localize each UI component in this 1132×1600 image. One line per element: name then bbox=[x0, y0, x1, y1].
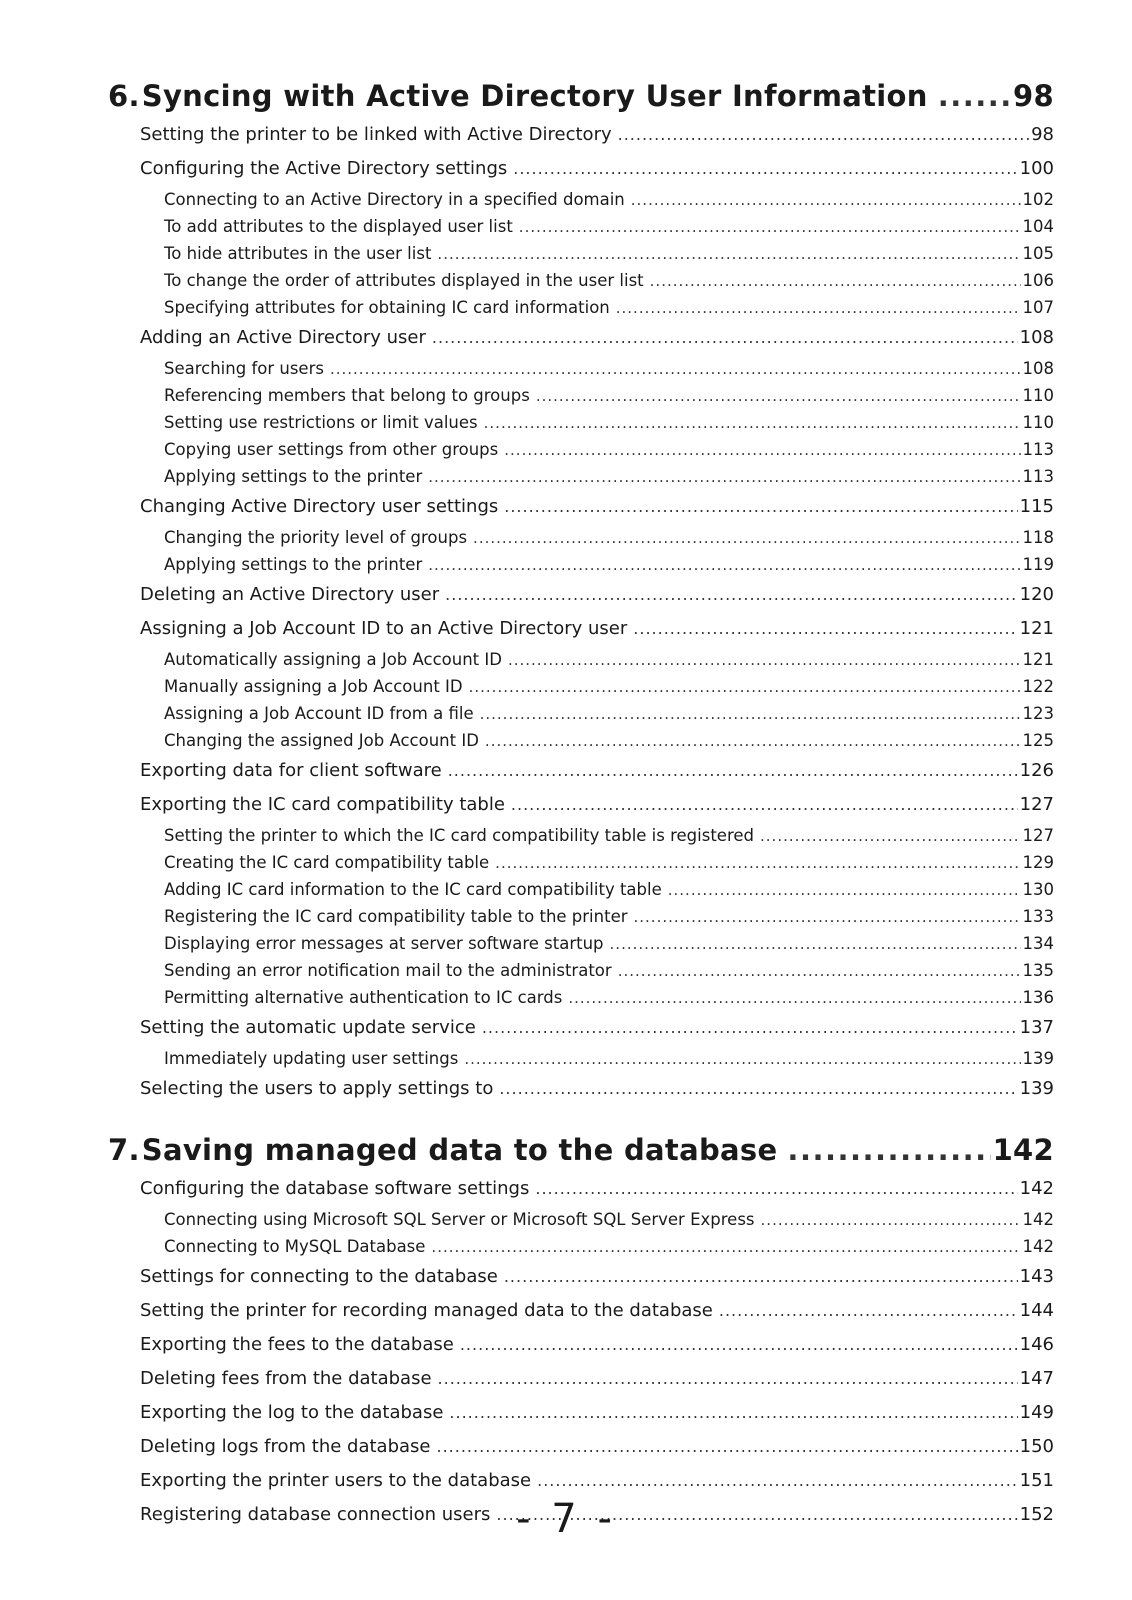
dot-leader bbox=[431, 1234, 1020, 1261]
entry-page-number: 137 bbox=[1019, 1017, 1054, 1038]
dot-leader bbox=[787, 1128, 990, 1172]
toc-section-entry[interactable] bbox=[108, 1260, 1054, 1294]
entry-page-number: 100 bbox=[1019, 158, 1054, 179]
entry-title: Searching for users bbox=[164, 359, 324, 378]
toc-subsection-entry[interactable] bbox=[108, 822, 1054, 849]
entry-page-number: 126 bbox=[1019, 760, 1054, 781]
entry-title: Assigning a Job Account ID to an Active Directory user bbox=[140, 618, 628, 639]
toc-subsection-entry[interactable] bbox=[108, 984, 1054, 1011]
entry-page-number: 133 bbox=[1022, 907, 1054, 926]
toc-subsection-entry[interactable] bbox=[108, 646, 1054, 673]
dot-leader bbox=[484, 410, 1021, 437]
dot-leader bbox=[610, 931, 1021, 958]
entry-title: Configuring the database software settings bbox=[140, 1178, 530, 1199]
dot-leader bbox=[938, 74, 1011, 118]
chapter-heading[interactable] bbox=[108, 1128, 1054, 1172]
dot-leader bbox=[760, 823, 1020, 850]
toc-subsection-entry[interactable] bbox=[108, 903, 1054, 930]
entry-page-number: 113 bbox=[1022, 467, 1054, 486]
dot-leader bbox=[473, 525, 1020, 552]
dot-leader bbox=[535, 1172, 1017, 1206]
dot-leader bbox=[618, 958, 1021, 985]
entry-title: Changing the assigned Job Account ID bbox=[164, 731, 479, 750]
toc-section-entry[interactable] bbox=[108, 1294, 1054, 1328]
dot-leader bbox=[536, 383, 1021, 410]
entry-page-number: 105 bbox=[1022, 244, 1054, 263]
entry-title: Exporting the log to the database bbox=[140, 1402, 444, 1423]
toc-subsection-entry[interactable] bbox=[108, 930, 1054, 957]
entry-page-number: 129 bbox=[1022, 853, 1054, 872]
entry-title: Copying user settings from other groups bbox=[164, 440, 499, 459]
entry-title: Referencing members that belong to groups bbox=[164, 386, 530, 405]
entry-page-number: 121 bbox=[1019, 618, 1054, 639]
entry-page-number: 125 bbox=[1022, 731, 1054, 750]
dot-leader bbox=[513, 152, 1017, 186]
chapter-number: 6. bbox=[108, 79, 140, 113]
entry-title: Permitting alternative authentication to IC cards bbox=[164, 988, 563, 1007]
entry-title: Exporting the IC card compatibility table bbox=[140, 794, 505, 815]
toc-subsection-entry[interactable] bbox=[108, 186, 1054, 213]
entry-title: Changing the priority level of groups bbox=[164, 528, 468, 547]
entry-title: Applying settings to the printer bbox=[164, 555, 423, 574]
entry-page-number: 123 bbox=[1022, 704, 1054, 723]
dot-leader bbox=[432, 321, 1018, 355]
chapter-6 bbox=[108, 74, 1054, 1106]
dot-leader bbox=[480, 701, 1021, 728]
entry-page-number: 121 bbox=[1022, 650, 1054, 669]
table-of-contents bbox=[108, 74, 1054, 1532]
entry-page-number: 142 bbox=[1019, 1178, 1054, 1199]
entry-page-number: 122 bbox=[1022, 677, 1054, 696]
entry-title: Exporting the printer users to the database bbox=[140, 1470, 532, 1491]
entry-page-number: 98 bbox=[1031, 124, 1054, 145]
dot-leader bbox=[618, 118, 1029, 152]
entry-page-number: 108 bbox=[1019, 327, 1054, 348]
toc-section-entry[interactable] bbox=[108, 788, 1054, 822]
toc-section-entry[interactable] bbox=[108, 578, 1054, 612]
toc-subsection-entry[interactable] bbox=[108, 876, 1054, 903]
entry-page-number: 139 bbox=[1022, 1049, 1054, 1068]
dot-leader bbox=[482, 1011, 1018, 1045]
entry-title: Registering database connection users bbox=[140, 1504, 491, 1525]
toc-subsection-entry[interactable] bbox=[108, 849, 1054, 876]
toc-section-entry[interactable] bbox=[108, 1396, 1054, 1430]
toc-section-entry[interactable] bbox=[108, 1011, 1054, 1045]
entry-page-number: 119 bbox=[1022, 555, 1054, 574]
toc-subsection-entry[interactable] bbox=[108, 551, 1054, 578]
toc-subsection-entry[interactable] bbox=[108, 957, 1054, 984]
entry-title: Adding IC card information to the IC card compatibility table bbox=[164, 880, 662, 899]
entry-page-number: 142 bbox=[1022, 1237, 1054, 1256]
entry-page-number: 142 bbox=[1022, 1210, 1054, 1229]
entry-page-number: 106 bbox=[1022, 271, 1054, 290]
dot-leader bbox=[428, 464, 1020, 491]
entry-title: Sending an error notification mail to the administrator bbox=[164, 961, 612, 980]
entry-page-number: 120 bbox=[1019, 584, 1054, 605]
entry-page-number: 152 bbox=[1019, 1504, 1054, 1525]
toc-section-entry[interactable] bbox=[108, 490, 1054, 524]
entry-page-number: 115 bbox=[1019, 496, 1054, 517]
entry-title: Settings for connecting to the database bbox=[140, 1266, 498, 1287]
entry-title: Deleting logs from the database bbox=[140, 1436, 431, 1457]
dot-leader bbox=[504, 437, 1020, 464]
toc-subsection-entry[interactable] bbox=[108, 524, 1054, 551]
toc-section-entry[interactable] bbox=[108, 321, 1054, 355]
toc-subsection-entry[interactable] bbox=[108, 355, 1054, 382]
chapter-title: Syncing with Active Directory User Information bbox=[141, 79, 928, 113]
entry-page-number: 107 bbox=[1022, 298, 1054, 317]
toc-section-entry[interactable] bbox=[108, 754, 1054, 788]
chapter-title: Saving managed data to the database bbox=[141, 1133, 778, 1167]
entry-title: Deleting an Active Directory user bbox=[140, 584, 440, 605]
entry-title: To change the order of attributes displayed in the user list bbox=[164, 271, 644, 290]
page-number: - 7 - bbox=[516, 1496, 616, 1542]
toc-section-entry[interactable] bbox=[108, 612, 1054, 646]
entry-page-number: 146 bbox=[1019, 1334, 1054, 1355]
entry-page-number: 110 bbox=[1022, 413, 1054, 432]
entry-title: Adding an Active Directory user bbox=[140, 327, 426, 348]
entry-title: Automatically assigning a Job Account ID bbox=[164, 650, 502, 669]
entry-page-number: 143 bbox=[1019, 1266, 1054, 1287]
entry-page-number: 135 bbox=[1022, 961, 1054, 980]
chapter-entries bbox=[108, 118, 1054, 1106]
dot-leader bbox=[719, 1294, 1018, 1328]
toc-subsection-entry[interactable] bbox=[108, 382, 1054, 409]
entry-page-number: 136 bbox=[1022, 988, 1054, 1007]
dot-leader bbox=[445, 578, 1018, 612]
entry-title: Selecting the users to apply settings to bbox=[140, 1078, 494, 1099]
dot-leader bbox=[448, 754, 1018, 788]
dot-leader bbox=[761, 1207, 1021, 1234]
entry-page-number: 108 bbox=[1022, 359, 1054, 378]
entry-title: To hide attributes in the user list bbox=[164, 244, 432, 263]
dot-leader bbox=[495, 850, 1020, 877]
entry-page-number: 127 bbox=[1019, 794, 1054, 815]
entry-title: Immediately updating user settings bbox=[164, 1049, 459, 1068]
dot-leader bbox=[668, 877, 1021, 904]
entry-page-number: 134 bbox=[1022, 934, 1054, 953]
dot-leader bbox=[504, 1260, 1018, 1294]
dot-leader bbox=[469, 674, 1021, 701]
toc-section-entry[interactable] bbox=[108, 152, 1054, 186]
toc-subsection-entry[interactable] bbox=[108, 700, 1054, 727]
dot-leader bbox=[449, 1396, 1017, 1430]
dot-leader bbox=[511, 788, 1018, 822]
entry-title: Deleting fees from the database bbox=[140, 1368, 432, 1389]
entry-title: Applying settings to the printer bbox=[164, 467, 423, 486]
dot-leader bbox=[428, 552, 1020, 579]
entry-title: Setting use restrictions or limit values bbox=[164, 413, 478, 432]
toc-subsection-entry[interactable] bbox=[108, 409, 1054, 436]
toc-subsection-entry[interactable] bbox=[108, 267, 1054, 294]
entry-page-number: 139 bbox=[1019, 1078, 1054, 1099]
entry-title: Connecting using Microsoft SQL Server or Microsoft SQL Server Express bbox=[164, 1210, 755, 1229]
chapter-page-number: 142 bbox=[992, 1133, 1054, 1167]
toc-subsection-entry[interactable] bbox=[108, 727, 1054, 754]
dot-leader bbox=[504, 490, 1017, 524]
chapter-entries bbox=[108, 1172, 1054, 1532]
entry-page-number: 149 bbox=[1019, 1402, 1054, 1423]
entry-title: Exporting data for client software bbox=[140, 760, 442, 781]
toc-subsection-entry[interactable] bbox=[108, 240, 1054, 267]
dot-leader bbox=[508, 647, 1021, 674]
entry-page-number: 127 bbox=[1022, 826, 1054, 845]
entry-title: Configuring the Active Directory settings bbox=[140, 158, 508, 179]
dot-leader bbox=[650, 268, 1021, 295]
dot-leader bbox=[631, 187, 1021, 214]
entry-page-number: 150 bbox=[1019, 1436, 1054, 1457]
toc-subsection-entry[interactable] bbox=[108, 294, 1054, 321]
entry-page-number: 113 bbox=[1022, 440, 1054, 459]
toc-section-entry[interactable] bbox=[108, 1430, 1054, 1464]
dot-leader bbox=[519, 214, 1021, 241]
entry-title: Setting the printer to which the IC card compatibility table is registered bbox=[164, 826, 755, 845]
entry-title: Registering the IC card compatibility table to the printer bbox=[164, 907, 628, 926]
dot-leader bbox=[437, 1430, 1018, 1464]
dot-leader bbox=[464, 1046, 1020, 1073]
dot-leader bbox=[568, 985, 1020, 1012]
entry-title: Connecting to an Active Directory in a specified domain bbox=[164, 190, 625, 209]
entry-page-number: 151 bbox=[1019, 1470, 1054, 1491]
dot-leader bbox=[330, 356, 1021, 383]
chapter-heading[interactable] bbox=[108, 74, 1054, 118]
toc-section-entry[interactable] bbox=[108, 1362, 1054, 1396]
entry-page-number: 110 bbox=[1022, 386, 1054, 405]
entry-title: Manually assigning a Job Account ID bbox=[164, 677, 463, 696]
toc-subsection-entry[interactable] bbox=[108, 1045, 1054, 1072]
dot-leader bbox=[485, 728, 1021, 755]
entry-title: Displaying error messages at server software startup bbox=[164, 934, 604, 953]
toc-subsection-entry[interactable] bbox=[108, 673, 1054, 700]
dot-leader bbox=[499, 1072, 1017, 1106]
chapter-page-number: 98 bbox=[1013, 79, 1054, 113]
toc-section-entry[interactable] bbox=[108, 1464, 1054, 1498]
entry-title: Setting the automatic update service bbox=[140, 1017, 476, 1038]
entry-title: Setting the printer for recording managed data to the database bbox=[140, 1300, 713, 1321]
toc-subsection-entry[interactable] bbox=[108, 463, 1054, 490]
dot-leader bbox=[633, 612, 1017, 646]
chapter-7 bbox=[108, 1128, 1054, 1532]
entry-page-number: 144 bbox=[1019, 1300, 1054, 1321]
entry-title: To add attributes to the displayed user list bbox=[164, 217, 513, 236]
entry-title: Specifying attributes for obtaining IC card information bbox=[164, 298, 610, 317]
toc-subsection-entry[interactable] bbox=[108, 1206, 1054, 1233]
entry-title: Setting the printer to be linked with Active Directory bbox=[140, 124, 612, 145]
toc-subsection-entry[interactable] bbox=[108, 436, 1054, 463]
entry-title: Changing Active Directory user settings bbox=[140, 496, 499, 517]
dot-leader bbox=[616, 295, 1021, 322]
toc-subsection-entry[interactable] bbox=[108, 1233, 1054, 1260]
chapter-number: 7. bbox=[108, 1133, 140, 1167]
toc-section-entry[interactable] bbox=[108, 118, 1054, 152]
toc-section-entry[interactable] bbox=[108, 1072, 1054, 1106]
entry-title: Assigning a Job Account ID from a file bbox=[164, 704, 474, 723]
entry-page-number: 147 bbox=[1019, 1368, 1054, 1389]
entry-page-number: 130 bbox=[1022, 880, 1054, 899]
dot-leader bbox=[438, 1362, 1018, 1396]
dot-leader bbox=[634, 904, 1021, 931]
dot-leader bbox=[460, 1328, 1018, 1362]
entry-page-number: 118 bbox=[1022, 528, 1054, 547]
toc-subsection-entry[interactable] bbox=[108, 213, 1054, 240]
entry-title: Connecting to MySQL Database bbox=[164, 1237, 426, 1256]
entry-title: Creating the IC card compatibility table bbox=[164, 853, 490, 872]
toc-section-entry[interactable] bbox=[108, 1172, 1054, 1206]
dot-leader bbox=[537, 1464, 1018, 1498]
toc-section-entry[interactable] bbox=[108, 1328, 1054, 1362]
entry-page-number: 102 bbox=[1022, 190, 1054, 209]
dot-leader bbox=[437, 241, 1020, 268]
entry-title: Exporting the fees to the database bbox=[140, 1334, 454, 1355]
entry-page-number: 104 bbox=[1022, 217, 1054, 236]
